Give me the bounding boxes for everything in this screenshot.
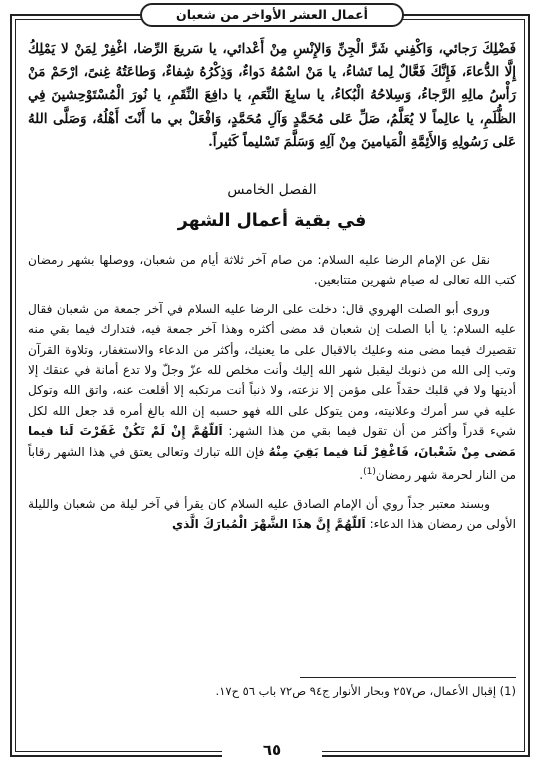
paragraph-1: نقل عن الإمام الرضا عليه السلام: من صام آخر ثلاثة أيام من شعبان، ووصلها بشهر رمضان كتب الله تعالى له صيام شهرين متتابعين. — [28, 253, 516, 288]
paragraph-3 — [28, 494, 516, 535]
paragraph-2-end: فإن الله تبارك وتعالى يعتق في هذا الشهر رقاباً من النار لحرمة شهر رمضان — [28, 444, 516, 483]
running-header: أعمال العشر الأواخر من شعبان — [140, 3, 404, 27]
section-title: في بقية أعمال الشهر — [177, 211, 367, 232]
paragraph-2: وروى أبو الصلت الهروي قال: دخلت على الرضا عليه السلام في آخر جمعة من شعبان فقال عليه السلام: يا أبا الصلت إن شعبان قد مضى أكثره وهذا آخر جمعة فيه، فتدارك فيما بقي منه تقصيرك فيما مضى منه وعليك بالاقبال على ما يعنيك، وأكثر من الدعاء والاستغفار، وتلاوة القرآن وتب إلى الله من ذنوبك ليقبل شهر الله إليك وأنت مخلص لله عزّ وجلّ ولا تدع أمانة في عنقك إلا أديتها ولا في قلبك حقداً على مؤمن إلا نزعته، ولا ذنباً أنت مرتكبه إلا أقلعت عنه، واتق الله وتوكل عليه في سر أمرك وعلانيته، ومن يتوكل على الله فهو حسبه إن الله بالغ أمره قد جعل الله لكل شيء قدراً وأكثر من أن تقول فيما بقي من هذا الشهر: اَللّهُمَّ إِنْ لَمْ تَكُنْ غَفَرْتَ لَنا فيما مَضى مِنْ شَعْبانَ، فَاغْفِرْ لَنا فيما بَقِيَ مِنْهُ فإن الله تبارك وتعالى يعتق في هذا الشهر رقاباً من النار لحرمة شهر رمضان$^{(1)}$. — [28, 301, 516, 483]
paragraph-3-text: وبسند معتبر جداً روي أن الإمام الصادق عليه السلام كان يقرأ في آخر ليلة من شعبان والليلة الأولى من رمضان هذا الدعاء: — [28, 496, 516, 531]
footnote: (1) إقبال الأعمال، ص٢٥٧ وبحار الأنوار ج٩٤ ص٧٢ باب ٥٦ ح١٧. — [215, 684, 516, 698]
paragraph-3-dua: اَللّهُمَّ إِنَّ هذَا الشَّهْرَ الْمُبارَكَ الَّذي — [172, 516, 366, 531]
page-content — [28, 38, 516, 534]
chapter-label: الفصل الخامس — [227, 182, 317, 199]
paragraph-2-dua: اَللّهُمَّ إِنْ لَمْ تَكُنْ غَفَرْتَ لَنا فيما مَضى مِنْ شَعْبانَ، فَاغْفِرْ لَنا فيما بَقِيَ مِنْهُ — [28, 424, 516, 459]
page-number: ٦٥ — [222, 738, 322, 762]
dua-paragraph: فَضْلِكَ رَجائي، وَاكْفِني شَرَّ الْجِنِّ وَالإِنْسِ مِنْ أَعْدائي، يا سَريعَ الرِّضا، اغْفِرْ لِمَنْ لا يَمْلِكُ إِلَّا الدُّعاءَ، فَإِنَّكَ فَعَّالٌ لِما تَشاءُ، يا مَنْ اسْمُهُ دَواءٌ، وَذِكْرُهُ شِفاءٌ، وَطاعَتُهُ غِنىً، ارْحَمْ مَنْ رَأْسُ مالِهِ الرَّجاءُ، وَسِلاحُهُ الْبُكاءُ، يا سابِغَ النِّعَمِ، يا دافِعَ النِّقَمِ، يا نُورَ الْمُسْتَوْحِشينَ فِي الظُّلَمِ، يا عالِماً لا يُعَلَّمُ، صَلِّ عَلى مُحَمَّدٍ وَآلِ مُحَمَّدٍ، وَافْعَلْ بي ما أَنْتَ أَهْلُهُ، وَصَلَّى اللهُ عَلى رَسُولِهِ وَالأَئِمَّةِ الْمَيامينَ مِنْ آلِهِ وَسَلَّمَ تَسْليماً كَثيراً. — [28, 41, 516, 150]
footnote-ref[interactable]: (1) — [363, 467, 376, 478]
footnote-divider — [300, 677, 516, 678]
paragraph-2-text: وروى أبو الصلت الهروي قال: دخلت على الرضا عليه السلام في آخر جمعة من شعبان فقال عليه السلام: يا أبا الصلت إن شعبان قد مضى أكثره وهذا آخر جمعة فيه، فتدارك فيما بقي منه تقصيرك فيما مضى منه وعليك بالاقبال على ما يعنيك، وأكثر من الدعاء والاستغفار، وتلاوة القرآن وتب إلى الله من ذنوبك ليقبل شهر الله إليك وأنت مخلص لله عزّ وجلّ ولا تدع أمانة في عنقك إلا أديتها ولا في قلبك حقداً على مؤمن إلا نزعته، ولا ذنباً أنت مرتكبه إلا أقلعت عنه، واتق الله وتوكل عليه في سر أمرك وعلانيته، ومن يتوكل على الله فهو حسبه إن الله بالغ أمره قد جعل الله لكل شيء قدراً وأكثر من أن تقول فيما بقي من هذا الشهر: — [28, 301, 516, 439]
